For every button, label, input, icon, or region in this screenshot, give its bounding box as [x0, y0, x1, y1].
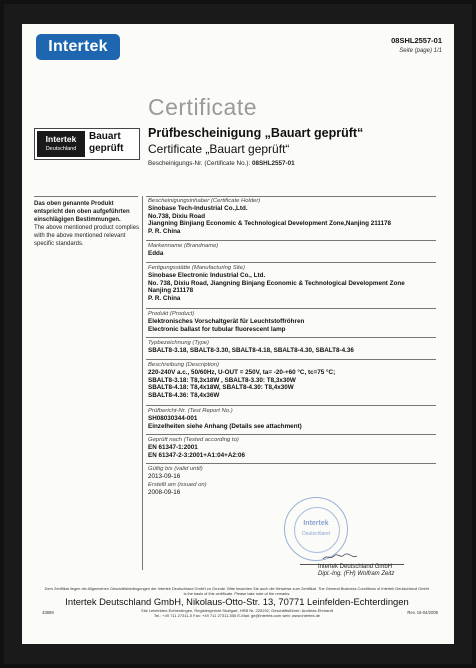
intertek-seal-stamp — [284, 497, 348, 561]
divider — [146, 308, 436, 309]
site-line: Sinobase Electronic Industrial Co., Ltd. — [148, 272, 266, 280]
section-holder — [148, 198, 438, 235]
compliance-note — [34, 200, 140, 248]
signer-company: Intertek Deutschland GmbH — [318, 564, 393, 570]
tested-standard: EN 61347-2-3:2001+A1:04+A2:06 — [148, 451, 245, 459]
report-details: Einzelheiten siehe Anhang (Details see attachment) — [148, 422, 302, 430]
brand-label: Markenname (Brandname) — [148, 243, 219, 249]
section-product — [148, 311, 438, 333]
badge-mark-line2: geprüft — [89, 143, 124, 154]
bauart-gepruft-badge — [34, 128, 140, 160]
issued-value: 2008-09-16 — [148, 489, 181, 497]
heading-english: Certificate „Bauart geprüft“ — [148, 142, 290, 156]
divider-left — [34, 196, 138, 197]
report-label: Prüfbericht-Nr. (Test Report No.) — [148, 408, 233, 414]
description-line: 220-240V a.c., 50/60Hz, U-OUT = 250V, ta= -20-+60 °C, tc=75 °C; — [148, 369, 336, 377]
reference-value: 08SHL2557-01 — [251, 160, 295, 167]
divider — [146, 337, 436, 338]
type-label: Typbezeichnung (Type) — [148, 340, 210, 346]
valid-value: 2013-09-16 — [148, 473, 181, 481]
compliance-note-german: Das oben genannte Produkt entspricht den oben aufgeführten einschlägigen Bestimmungen. — [34, 201, 130, 223]
description-label: Beschreibung (Description) — [148, 362, 220, 368]
holder-label: Bescheinigungsinhaber (Certificate Holder) — [148, 198, 261, 204]
section-type — [148, 340, 438, 355]
product-line: Elektronisches Vorschaltgerät für Leuchtstoffröhren — [148, 318, 305, 326]
badge-brand: Intertek — [45, 134, 77, 144]
badge-mark-line1: Bauart — [89, 131, 121, 142]
section-brand — [148, 243, 438, 258]
product-line: Electronic ballast for tubular fluorescent lamp — [148, 325, 286, 333]
site-line: Nanjing 211178 — [148, 287, 194, 295]
site-line: No. 738, Dixiu Road, Jiangning Binjang Economic & Technological Development Zone — [148, 279, 405, 287]
site-line: P. R. China — [148, 294, 181, 302]
heading-german: Prüfbescheinigung „Bauart geprüft“ — [148, 126, 364, 140]
divider — [146, 262, 436, 263]
holder-line: No.738, Dixiu Road — [148, 212, 206, 220]
divider — [146, 240, 436, 241]
section-tested — [148, 437, 438, 459]
divider — [146, 359, 436, 360]
seal-inner-ring — [294, 507, 340, 553]
certificate-number-block — [391, 36, 442, 56]
footer-address: Intertek Deutschland GmbH, Nikolaus-Otto-Str. 13, 70771 Leinfelden-Echterdingen — [65, 596, 409, 607]
badge-brand-panel — [37, 131, 85, 157]
intertek-logo: Intertek — [36, 34, 120, 60]
brand-value: Edda — [148, 250, 164, 258]
holder-line: Jiangning Binjiang Economic & Technological Development Zone,Nanjing 211178 — [148, 220, 392, 228]
divider — [146, 463, 436, 464]
report-number: SH08030344-001 — [148, 415, 198, 423]
footer-registry: Sitz Leinfelden-Echterdingen, Registergericht Stuttgart, HRB Nr. 225292, Geschäftsführer: Andreas Ehrhardt — [141, 608, 333, 613]
description-line: SBALT8-3.18: T8,3x18W , SBALT8-3.30: T8,3x30W — [148, 376, 296, 384]
seal-brand: Intertek — [303, 520, 329, 527]
signature-scribble — [322, 553, 358, 561]
divider — [146, 405, 436, 406]
section-issued — [148, 482, 438, 497]
product-label: Produkt (Product) — [148, 311, 195, 317]
type-value: SBALT8-3.18, SBALT8-3.30, SBALT8-4.18, SBALT8-4.30, SBALT8-4.36 — [148, 347, 354, 355]
section-description — [148, 362, 438, 399]
section-valid — [148, 466, 438, 481]
holder-line: P. R. China — [148, 227, 181, 235]
signer-name: Dipl.-Ing. (FH) Wolfram Zeitz — [318, 571, 395, 577]
badge-mark-text — [89, 131, 123, 155]
compliance-note-english: The above mentioned product complies with the above mentioned relevant specific standards. — [34, 225, 140, 247]
section-report — [148, 408, 438, 430]
issued-label: Erstellt am (issued on) — [148, 482, 207, 488]
valid-label: Gültig bis (valid until) — [148, 466, 203, 472]
certificate-number: 08SHL2557-01 — [391, 36, 442, 45]
column-divider — [142, 196, 143, 570]
seal-country: Deutschland — [302, 531, 330, 537]
site-label: Fertigungsstätte (Manufacturing Site) — [148, 265, 245, 271]
section-site — [148, 265, 438, 302]
signer-block — [318, 564, 394, 578]
badge-country: Deutschland — [45, 146, 77, 152]
divider — [146, 434, 436, 435]
description-line: SBALT8-4.18: T8,4x18W, SBALT8-4.30: T8,4x30W — [148, 384, 294, 392]
tested-standard: EN 61347-1:2001 — [148, 444, 198, 452]
revision-label: Rev. 16-04/2008 — [407, 610, 438, 615]
description-line: SBALT8-4.36: T8,4x36W — [148, 391, 220, 399]
footer-details — [44, 608, 430, 618]
holder-line: Sinobase Tech-Industrial Co.,Ltd. — [148, 205, 248, 213]
certificate-title: Certificate — [148, 94, 258, 120]
tested-label: Geprüft nach (Tested according to) — [148, 437, 239, 443]
reference-line — [148, 160, 295, 167]
form-number: 43869 — [42, 610, 54, 615]
divider-right — [146, 196, 436, 197]
footer-contact: Tel.: +49 711 27311-0 Fax: +49 711 27311-555 E-Mail: ge@intertek.com web: www.intertek.de — [153, 613, 321, 618]
page-label: Seite (page) 1/1 — [399, 48, 442, 54]
reference-label: Bescheinigungs-Nr. (Certificate No.): — [148, 160, 251, 167]
terms-fine-print: Dem Zertifikat liegen die Allgemeinen Geschäftsbedingungen der Intertek Deutschland GmbH zu Grunde. Bitte beachten Sie auch die Hinweise zum Zertifikat. The General Business Conditions of Intertek Deutschland GmbH is the basis of this certificate. Please take note of the remarks. — [44, 586, 430, 596]
